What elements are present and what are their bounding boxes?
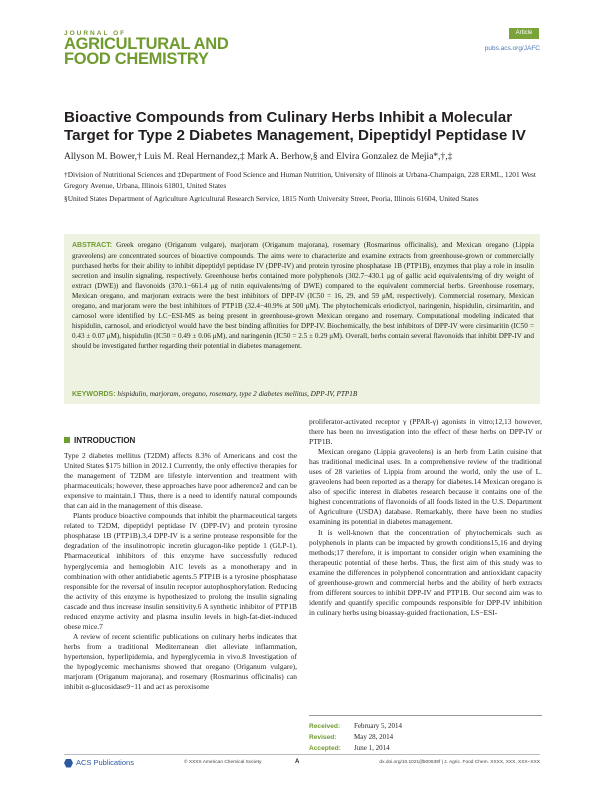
paragraph: A review of recent scientific publications on culinary herbs indicates that herbs from a traditional Mediterranean diet alleviate inflammation, hypertension, hyperlipidemia, and hyperglycemia in vivo.8 Investigation of the hypoglycemic mechanisms showed that oregano (Origanum vulgare), marjoram (Origanum majorana), and rosemary (Rosmarinus officinalis) can inhibit α-glucosidase9−11 and act as peroxisome (64, 631, 297, 692)
journal-logo (64, 30, 234, 67)
journal-url-link[interactable]: pubs.acs.org/JAFC (484, 45, 540, 52)
article-type-badge: Article (509, 28, 539, 39)
abstract-label: ABSTRACT: (72, 242, 113, 249)
date-received: Received: February 5, 2014 (309, 722, 403, 730)
page-number: A (295, 759, 300, 765)
keywords (72, 389, 534, 400)
acs-publications-logo[interactable] (64, 758, 134, 768)
section-heading-introduction (64, 436, 135, 445)
copyright-notice: © XXXX American Chemical Society (184, 760, 262, 765)
article-title: Bioactive Compounds from Culinary Herbs Inhibit a Molecular Target for Type 2 Diabetes Management, Dipeptidyl Peptidase IV (64, 109, 526, 144)
abstract-body: Greek oregano (Origanum vulgare), marjoram (Origanum majorana), rosemary (Rosmarinus officinalis), and Mexican oregano (Lippia graveolens) are concentrated sources of bioactive compounds. The aims were to characterize and examine extracts from greenhouse-grown or commercially purchased herbs for their ability to inhibit dipeptidyl peptidase IV (DPP-IV) and protein tyrosine phosphatase 1B (PTP1B), enzymes that play a role in insulin secretion and insulin signaling, respectively. Greenhouse herbs contained more polyphenols (302.7−430.1 μg of gallic acid equivalents/mg of dry weight of extract (DWE)) and flavonoids (370.1−661.4 μg of rutin equivalents/mg of DWE) compared to the equivalent commercial herbs. Greenhouse rosemary, Mexican oregano, and marjoram extracts were the best inhibitors of DPP-IV (IC50 = 16, 29, and 59 μM, respectively). Commercial rosemary, Mexican oregano, and marjoram were the best inhibitors of PTP1B (32.4−40.9% at 500 μM). The phytochemicals eriodictyol, naringenin, hispidulin, cirsimaritin, and carnosol were identified by LC−ESI-MS as being present in greenhouse-grown Mexican oregano and rosemary. Computational modeling indicated that hispidulin, carnosol, and eriodictyol would have the best binding affinities for DPP-IV. Biochemically, the best inhibitors of DPP-IV were cirsimaritin (IC50 = 0.43 ± 0.07 μM), hispidulin (IC50 = 0.49 ± 0.06 μM), and naringenin (IC50 = 2.5 ± 0.29 μM). Overall, herbs contain several flavonoids that inhibit DPP-IV and should be investigated further regarding their potential in diabetes management. (72, 241, 534, 351)
body-column-left (64, 451, 297, 692)
doi-citation-link[interactable]: dx.doi.org/10.1021/jf500639f | J. Agric. Food Chem. XXXX, XXX, XXX−XXX (379, 760, 540, 765)
abstract (72, 240, 534, 352)
paragraph: Mexican oregano (Lippia graveolens) is an herb from Latin cuisine that has traditional medicinal uses. In a comprehensive review of the traditional uses of 28 varieties of Lippia from around the world, only the use of L. graveolens had been reported as a therapy for diabetes.14 Mexican oregano is also of specific interest in diabetes research because it contains one of the highest concentrations of flavonoids of all foods listed in the U.S. Department of Agriculture (USDA) database. Remarkably, there have been no studies examining its potential in diabetes management. (309, 447, 542, 527)
paragraph: Type 2 diabetes mellitus (T2DM) affects 8.3% of Americans and cost the United States $175 billion in 2012.1 Currently, the only effective therapies for the management of T2DM are lifestyle intervention and treatment with pharmaceuticals; however, these approaches have poor adherence2 and can be expensive to maintain.1 Thus, there is a need to identify natural compounds that can aid in the management of this disease. (64, 451, 297, 511)
author-list: Allyson M. Bower,† Luis M. Real Hernandez,‡ Mark A. Berhow,§ and Elvira Gonzalez de Mejia*,†,‡ (64, 152, 453, 162)
paragraph: proliferator-activated receptor γ (PPAR-γ) agonists in vitro;12,13 however, there has been no investigation into the effect of these herbs on DPP-IV or PTP1B. (309, 417, 542, 447)
journal-logo-line1: AGRICULTURAL AND (64, 35, 229, 53)
affiliations (64, 170, 546, 208)
section-heading-text: INTRODUCTION (74, 436, 136, 445)
journal-logo-top: JOURNAL OF (64, 30, 127, 37)
affiliation-1: †Division of Nutritional Sciences and ‡Department of Food Science and Human Nutrition, University of Illinois at Urbana-Champaign, 228 ERML, 1201 West Gregory Avenue, Urbana, Illinois 61801, United States (64, 170, 536, 190)
acs-hexagon-icon (64, 759, 73, 768)
keywords-label: KEYWORDS: (72, 391, 116, 398)
publisher-name: ACS Publications (76, 758, 134, 767)
section-marker-icon (64, 437, 70, 443)
keywords-list: hispidulin, marjoram, oregano, rosemary, type 2 diabetes mellitus, DPP-IV, PTP1B (117, 390, 358, 398)
date-accepted: Accepted: June 1, 2014 (309, 744, 390, 752)
date-revised: Revised: May 28, 2014 (309, 733, 394, 741)
paragraph: Plants produce bioactive compounds that inhibit the pharmaceutical targets related to T2DM, dipeptidyl peptidase IV (DPP-IV) and protein tyrosine phosphatase 1B (PTP1B).3,4 DPP-IV is a serine protease responsible for the degradation of the insulinotropic incretin glucagon-like peptide 1 (GLP-1). Pharmaceutical inhibitors of this enzyme have successfully reduced hyperglycemia and hemoglobin A1C levels as a monotherapy and in combination with other antidiabetic agents.5 PTP1B is a tyrosine phosphatase responsible for the reversal of insulin receptor autophosphorylation. Reducing the activity of this enzyme is hypothesized to prolong the insulin signaling cascade and thus increase insulin sensitivity.6 A synthetic inhibitor of PTP1B reduced enzyme activity and plasma insulin levels in high-fat-diet-induced obese mice.7 (64, 511, 297, 631)
publication-dates (309, 715, 542, 754)
journal-logo-line2: FOOD CHEMISTRY (64, 50, 209, 68)
body-column-right (309, 417, 542, 618)
footer-divider (64, 754, 540, 755)
affiliation-2: §United States Department of Agriculture Agricultural Research Service, 1815 North University Street, Peoria, Illinois 61604, United States (64, 194, 479, 203)
paragraph: It is well-known that the concentration of phytochemicals such as polyphenols in plants can be impacted by growth conditions15,16 and drying methods;17 therefore, it is important to consider origin when examining the therapeutic potential of these herbs. Thus, the first aim of this study was to examine the differences in polyphenol concentration and antioxidant capacity of greenhouse-grown and commercial herbs and the ability of herb extracts from different sources to inhibit DPP-IV and PTP1B. Our second aim was to identify and quantify specific compounds responsible for DPP-IV inhibition in culinary herbs using bioassay-guided fractionation, LS−ESI- (309, 527, 542, 617)
